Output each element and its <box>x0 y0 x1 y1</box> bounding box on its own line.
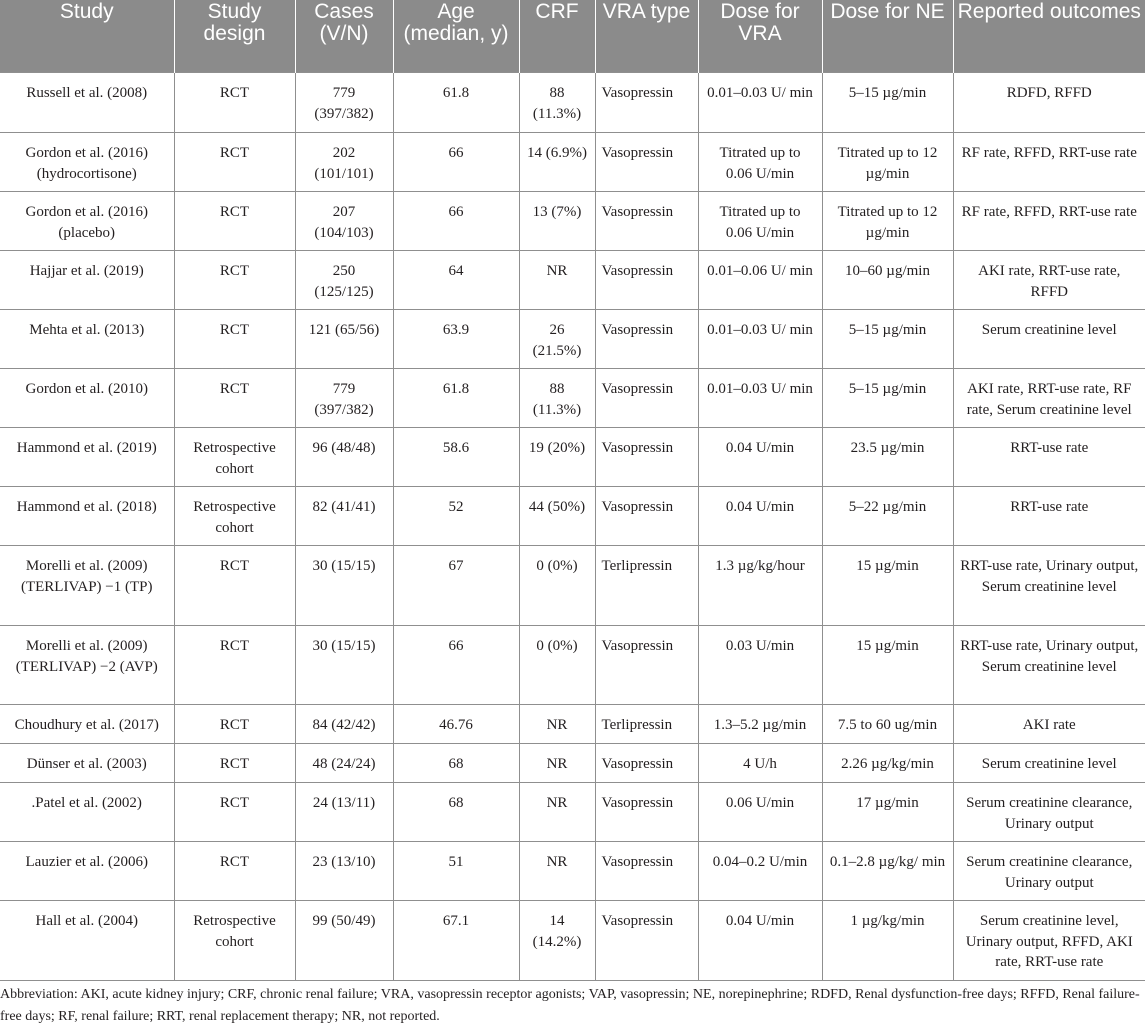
cell-dose-ne: 0.1–2.8 µg/kg/ min <box>822 842 953 901</box>
cell-cases: 30 (15/15) <box>295 626 393 705</box>
column-header-dose-ne: Dose for NE <box>822 0 953 73</box>
cell-cases: 48 (24/24) <box>295 744 393 783</box>
cell-study: Choudhury et al. (2017) <box>0 705 174 744</box>
cell-dose-vra: 1.3–5.2 µg/min <box>698 705 822 744</box>
cell-study: Dünser et al. (2003) <box>0 744 174 783</box>
cell-study: Hammond et al. (2018) <box>0 487 174 546</box>
cell-age: 66 <box>393 192 519 251</box>
cell-study-design: Retrospective cohort <box>174 487 295 546</box>
table-row <box>0 705 1145 744</box>
cell-age: 67.1 <box>393 901 519 981</box>
cell-vra-type: Vasopressin <box>595 428 698 487</box>
cell-age: 58.6 <box>393 428 519 487</box>
cell-age: 51 <box>393 842 519 901</box>
cell-vra-type: Terlipressin <box>595 546 698 626</box>
cell-crf: 44 (50%) <box>519 487 595 546</box>
cell-study: Hall et al. (2004) <box>0 901 174 981</box>
table-header <box>0 0 1145 73</box>
cell-vra-type: Vasopressin <box>595 901 698 981</box>
column-header-age: Age (median, y) <box>393 0 519 73</box>
cell-dose-ne: 2.26 µg/kg/min <box>822 744 953 783</box>
table-row <box>0 783 1145 842</box>
cell-cases: 779 (397/382) <box>295 369 393 428</box>
column-header-vra-type: VRA type <box>595 0 698 73</box>
cell-dose-vra: 0.03 U/min <box>698 626 822 705</box>
cell-study: Gordon et al. (2016) (placebo) <box>0 192 174 251</box>
cell-dose-ne: 15 µg/min <box>822 626 953 705</box>
cell-crf: 88 (11.3%) <box>519 73 595 133</box>
cell-study-design: RCT <box>174 744 295 783</box>
cell-outcomes: RF rate, RFFD, RRT-use rate <box>953 192 1145 251</box>
column-header-dose-vra: Dose for VRA <box>698 0 822 73</box>
column-header-outcomes: Reported outcomes <box>953 0 1145 73</box>
cell-vra-type: Vasopressin <box>595 626 698 705</box>
cell-crf: 14 (6.9%) <box>519 133 595 192</box>
cell-outcomes: AKI rate <box>953 705 1145 744</box>
table-row <box>0 251 1145 310</box>
cell-age: 46.76 <box>393 705 519 744</box>
cell-dose-vra: 0.06 U/min <box>698 783 822 842</box>
cell-outcomes: Serum creatinine level, Urinary output, RFFD, AKI rate, RRT-use rate <box>953 901 1145 981</box>
table-row <box>0 133 1145 192</box>
cell-crf: 88 (11.3%) <box>519 369 595 428</box>
cell-age: 66 <box>393 626 519 705</box>
cell-dose-vra: 0.04 U/min <box>698 487 822 546</box>
cell-vra-type: Vasopressin <box>595 192 698 251</box>
cell-vra-type: Vasopressin <box>595 73 698 133</box>
table-row <box>0 428 1145 487</box>
table-footnote: Abbreviation: AKI, acute kidney injury; CRF, chronic renal failure; VRA, vasopressin receptor agonists; VAP, vasopressin; NE, norepinephrine; RDFD, Renal dysfunction-free days; RFFD, Renal failure-free days; RF, renal failure; RRT, renal replacement therapy; NR, not reported. <box>0 987 1140 1024</box>
cell-crf: NR <box>519 705 595 744</box>
cell-study-design: RCT <box>174 310 295 369</box>
cell-vra-type: Vasopressin <box>595 744 698 783</box>
cell-dose-vra: 0.01–0.06 U/ min <box>698 251 822 310</box>
cell-dose-ne: 1 µg/kg/min <box>822 901 953 981</box>
column-header-design: Study design <box>174 0 295 73</box>
cell-dose-vra: 0.01–0.03 U/ min <box>698 73 822 133</box>
table-row <box>0 487 1145 546</box>
cell-outcomes: AKI rate, RRT-use rate, RFFD <box>953 251 1145 310</box>
cell-dose-ne: 7.5 to 60 ug/min <box>822 705 953 744</box>
cell-study: Hajjar et al. (2019) <box>0 251 174 310</box>
cell-study-design: RCT <box>174 192 295 251</box>
cell-outcomes: Serum creatinine clearance, Urinary output <box>953 783 1145 842</box>
cell-study: Morelli et al. (2009) (TERLIVAP) −2 (AVP) <box>0 626 174 705</box>
cell-study: .Patel et al. (2002) <box>0 783 174 842</box>
cell-outcomes: Serum creatinine clearance, Urinary output <box>953 842 1145 901</box>
cell-cases: 84 (42/42) <box>295 705 393 744</box>
cell-dose-vra: 4 U/h <box>698 744 822 783</box>
cell-dose-vra: 0.04 U/min <box>698 901 822 981</box>
cell-study: Morelli et al. (2009) (TERLIVAP) −1 (TP) <box>0 546 174 626</box>
cell-age: 68 <box>393 744 519 783</box>
cell-outcomes: RRT-use rate <box>953 428 1145 487</box>
cell-age: 61.8 <box>393 73 519 133</box>
table-row <box>0 73 1145 133</box>
cell-age: 63.9 <box>393 310 519 369</box>
cell-study: Hammond et al. (2019) <box>0 428 174 487</box>
cell-dose-ne: 5–22 µg/min <box>822 487 953 546</box>
cell-study-design: RCT <box>174 783 295 842</box>
cell-cases: 96 (48/48) <box>295 428 393 487</box>
table-row <box>0 744 1145 783</box>
cell-vra-type: Vasopressin <box>595 251 698 310</box>
cell-cases: 779 (397/382) <box>295 73 393 133</box>
cell-study-design: RCT <box>174 546 295 626</box>
cell-study-design: RCT <box>174 705 295 744</box>
table-body <box>0 73 1145 981</box>
cell-crf: NR <box>519 251 595 310</box>
cell-cases: 30 (15/15) <box>295 546 393 626</box>
cell-vra-type: Vasopressin <box>595 487 698 546</box>
cell-crf: 14 (14.2%) <box>519 901 595 981</box>
table-row <box>0 310 1145 369</box>
cell-cases: 121 (65/56) <box>295 310 393 369</box>
cell-dose-ne: Titrated up to 12 µg/min <box>822 192 953 251</box>
cell-crf: 0 (0%) <box>519 626 595 705</box>
cell-study-design: RCT <box>174 842 295 901</box>
cell-age: 67 <box>393 546 519 626</box>
cell-study-design: RCT <box>174 626 295 705</box>
cell-dose-ne: 10–60 µg/min <box>822 251 953 310</box>
cell-dose-vra: Titrated up to 0.06 U/min <box>698 192 822 251</box>
cell-study: Gordon et al. (2010) <box>0 369 174 428</box>
cell-crf: 0 (0%) <box>519 546 595 626</box>
cell-study: Gordon et al. (2016) (hydrocortisone) <box>0 133 174 192</box>
cell-dose-ne: Titrated up to 12 µg/min <box>822 133 953 192</box>
cell-dose-vra: Titrated up to 0.06 U/min <box>698 133 822 192</box>
cell-dose-vra: 0.01–0.03 U/ min <box>698 369 822 428</box>
table-row <box>0 192 1145 251</box>
cell-dose-vra: 0.04–0.2 U/min <box>698 842 822 901</box>
cell-outcomes: Serum creatinine level <box>953 744 1145 783</box>
table-row <box>0 842 1145 901</box>
column-header-study: Study <box>0 0 174 73</box>
cell-study-design: RCT <box>174 73 295 133</box>
cell-vra-type: Vasopressin <box>595 842 698 901</box>
cell-study-design: RCT <box>174 133 295 192</box>
cell-cases: 24 (13/11) <box>295 783 393 842</box>
cell-study: Russell et al. (2008) <box>0 73 174 133</box>
cell-age: 68 <box>393 783 519 842</box>
cell-outcomes: RRT-use rate <box>953 487 1145 546</box>
table-row <box>0 369 1145 428</box>
cell-cases: 99 (50/49) <box>295 901 393 981</box>
cell-cases: 202 (101/101) <box>295 133 393 192</box>
cell-outcomes: RRT-use rate, Urinary output, Serum creatinine level <box>953 626 1145 705</box>
cell-outcomes: Serum creatinine level <box>953 310 1145 369</box>
cell-cases: 23 (13/10) <box>295 842 393 901</box>
cell-dose-vra: 1.3 µg/kg/hour <box>698 546 822 626</box>
cell-study-design: Retrospective cohort <box>174 901 295 981</box>
cell-dose-vra: 0.01–0.03 U/ min <box>698 310 822 369</box>
cell-outcomes: RF rate, RFFD, RRT-use rate <box>953 133 1145 192</box>
cell-study-design: RCT <box>174 369 295 428</box>
cell-age: 61.8 <box>393 369 519 428</box>
cell-dose-ne: 5–15 µg/min <box>822 73 953 133</box>
cell-dose-ne: 5–15 µg/min <box>822 369 953 428</box>
cell-vra-type: Vasopressin <box>595 783 698 842</box>
cell-crf: 19 (20%) <box>519 428 595 487</box>
column-header-crf: CRF <box>519 0 595 73</box>
cell-crf: NR <box>519 842 595 901</box>
cell-study: Mehta et al. (2013) <box>0 310 174 369</box>
cell-cases: 82 (41/41) <box>295 487 393 546</box>
cell-age: 66 <box>393 133 519 192</box>
cell-vra-type: Vasopressin <box>595 133 698 192</box>
cell-crf: 26 (21.5%) <box>519 310 595 369</box>
cell-crf: NR <box>519 783 595 842</box>
cell-age: 52 <box>393 487 519 546</box>
cell-cases: 250 (125/125) <box>295 251 393 310</box>
cell-vra-type: Vasopressin <box>595 310 698 369</box>
cell-outcomes: RDFD, RFFD <box>953 73 1145 133</box>
column-header-cases: Cases (V/N) <box>295 0 393 73</box>
cell-study-design: RCT <box>174 251 295 310</box>
cell-study-design: Retrospective cohort <box>174 428 295 487</box>
cell-cases: 207 (104/103) <box>295 192 393 251</box>
cell-dose-ne: 17 µg/min <box>822 783 953 842</box>
table-row <box>0 901 1145 981</box>
cell-outcomes: RRT-use rate, Urinary output, Serum creatinine level <box>953 546 1145 626</box>
table-row <box>0 546 1145 626</box>
cell-dose-ne: 15 µg/min <box>822 546 953 626</box>
cell-vra-type: Terlipressin <box>595 705 698 744</box>
cell-study: Lauzier et al. (2006) <box>0 842 174 901</box>
cell-crf: NR <box>519 744 595 783</box>
table-row <box>0 626 1145 705</box>
cell-age: 64 <box>393 251 519 310</box>
cell-dose-ne: 5–15 µg/min <box>822 310 953 369</box>
cell-dose-ne: 23.5 µg/min <box>822 428 953 487</box>
cell-outcomes: AKI rate, RRT-use rate, RF rate, Serum creatinine level <box>953 369 1145 428</box>
cell-crf: 13 (7%) <box>519 192 595 251</box>
cell-vra-type: Vasopressin <box>595 369 698 428</box>
cell-dose-vra: 0.04 U/min <box>698 428 822 487</box>
